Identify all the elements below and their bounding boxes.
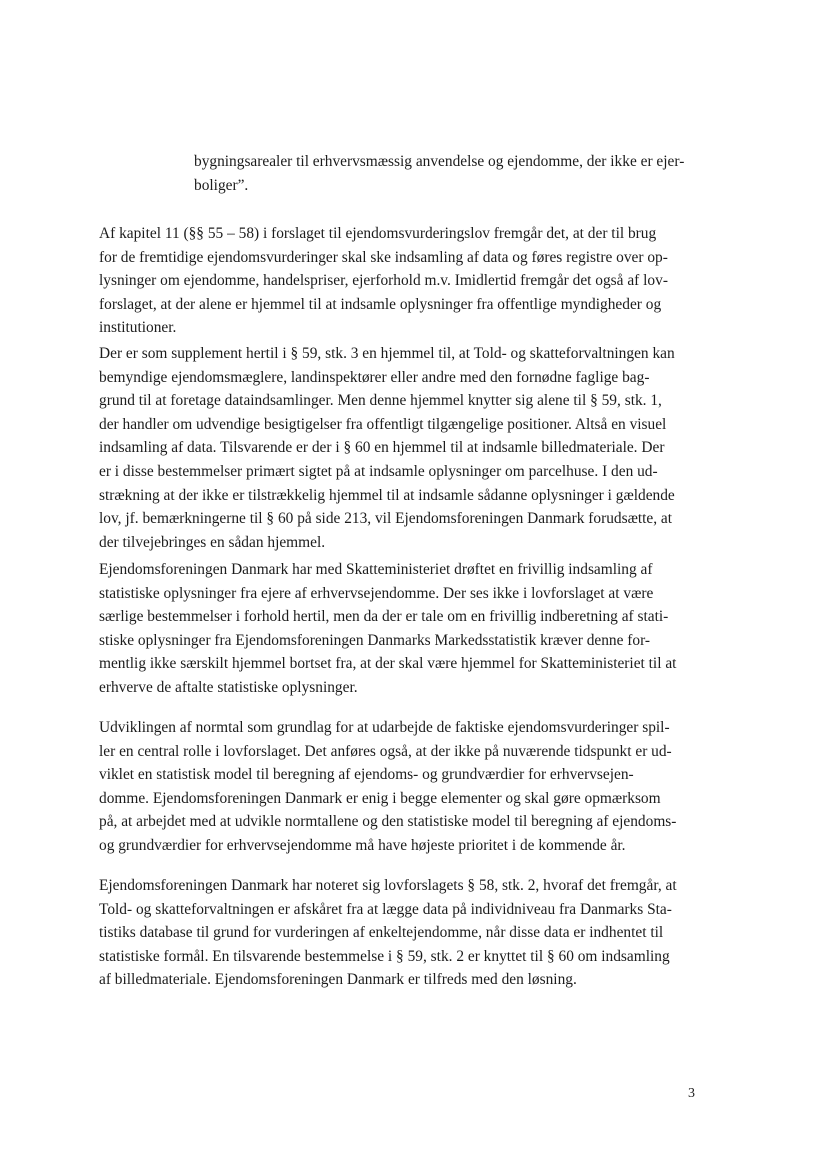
text-line: Ejendomsforeningen Danmark har noteret sig lovforslagets § 58, stk. 2, hvoraf det fremgår, at (99, 877, 677, 894)
text-line: af billedmateriale. Ejendomsforeningen Danmark er tilfreds med den løsning. (99, 971, 577, 989)
paragraph-normtal (99, 716, 731, 858)
text-line: Der er som supplement hertil i § 59, stk. 3 en hjemmel til, at Told- og skatteforvaltningen kan (99, 345, 675, 362)
text-line: særlige bestemmelser i forhold hertil, men da der er tale om en frivillig indberetning af stati- (99, 608, 669, 626)
text-line: domme. Ejendomsforeningen Danmark er enig i begge elementer og skal gøre opmærksom (99, 789, 661, 807)
text-line: Udviklingen af normtal som grundlag for at udarbejde de faktiske ejendomsvurderinger spil- (99, 719, 670, 736)
text-line: bemyndige ejendomsmæglere, landinspektører eller andre med den fornødne faglige bag- (99, 368, 650, 386)
text-line: tistiks database til grund for vurderingen af enkeltejendomme, når disse data er indhentet til (99, 924, 664, 942)
text-line: indsamling af data. Tilsvarende er der i § 60 en hjemmel til at indsamle billedmateriale. Der (99, 439, 665, 457)
quote-continuation (194, 150, 734, 197)
text-line: strækning at der ikke er tilstrækkelig hjemmel til at indsamle sådanne oplysninger i gældende (99, 486, 675, 504)
page-number: 3 (688, 1086, 695, 1101)
paragraph-supplement-authority (99, 342, 731, 554)
text-line: statistiske formål. En tilsvarende bestemmelse i § 59, stk. 2 er knyttet til § 60 om indsamling (99, 947, 670, 965)
text-line: Af kapitel 11 (§§ 55 – 58) i forslaget til ejendomsvurderingslov fremgår det, at der til brug (99, 225, 657, 242)
text-line: på, at arbejdet med at udvikle normtallene og den statistiske model til beregning af ejendoms- (99, 813, 677, 831)
text-line: forslaget, at der alene er hjemmel til at indsamle oplysninger fra offentlige myndigheder og (99, 295, 662, 313)
text-line: der tilvejebringes en sådan hjemmel. (99, 533, 326, 551)
text-line: statistiske oplysninger fra ejere af erhvervsejendomme. Der ses ikke i lovforslaget at være (99, 584, 654, 602)
text-line: boliger”. (194, 176, 249, 194)
text-line: for de fremtidige ejendomsvurderinger skal ske indsamling af data og føres registre over op- (99, 248, 668, 266)
text-line: lysninger om ejendomme, handelspriser, ejerforhold m.v. Imidlertid fremgår det også af lov- (99, 272, 668, 290)
text-line: institutioner. (99, 319, 177, 337)
text-line: Told- og skatteforvaltningen er afskåret fra at lægge data på individniveau fra Danmarks Sta- (99, 900, 672, 918)
text-line: stiske oplysninger fra Ejendomsforeningen Danmarks Markedsstatistik kræver denne for- (99, 631, 651, 649)
text-line: erhverve de aftalte statistiske oplysninger. (99, 678, 358, 696)
paragraph-voluntary-collection (99, 558, 731, 700)
paragraph-statistics-database (99, 874, 731, 992)
text-line: og grundværdier for erhvervsejendomme må have højeste prioritet i de kommende år. (99, 836, 626, 854)
text-line: der handler om udvendige besigtigelser fra offentligt tilgængelige positioner. Altså en visuel (99, 415, 667, 433)
text-line: ler en central rolle i lovforslaget. Det anføres også, at der ikke på nuværende tidspunkt er ud- (99, 742, 672, 760)
text-line: bygningsarealer til erhvervsmæssig anvendelse og ejendomme, der ikke er ejer- (194, 153, 685, 170)
text-line: lov, jf. bemærkningerne til § 60 på side 213, vil Ejendomsforeningen Danmark forudsætte, at (99, 510, 673, 528)
paragraph-data-collection (99, 222, 731, 340)
text-line: viklet en statistisk model til beregning af ejendoms- og grundværdier for erhvervsejen- (99, 766, 634, 784)
text-line: Ejendomsforeningen Danmark har med Skatteministeriet drøftet en frivillig indsamling af (99, 561, 653, 578)
text-line: grund til at foretage dataindsamlinger. Men denne hjemmel knytter sig alene til § 59, stk. 1, (99, 392, 662, 410)
text-line: mentlig ikke særskilt hjemmel bortset fra, at der skal være hjemmel for Skatteministeriet til at (99, 655, 677, 673)
text-line: er i disse bestemmelser primært sigtet på at indsamle oplysninger om parcelhuse. I den ud- (99, 462, 658, 480)
